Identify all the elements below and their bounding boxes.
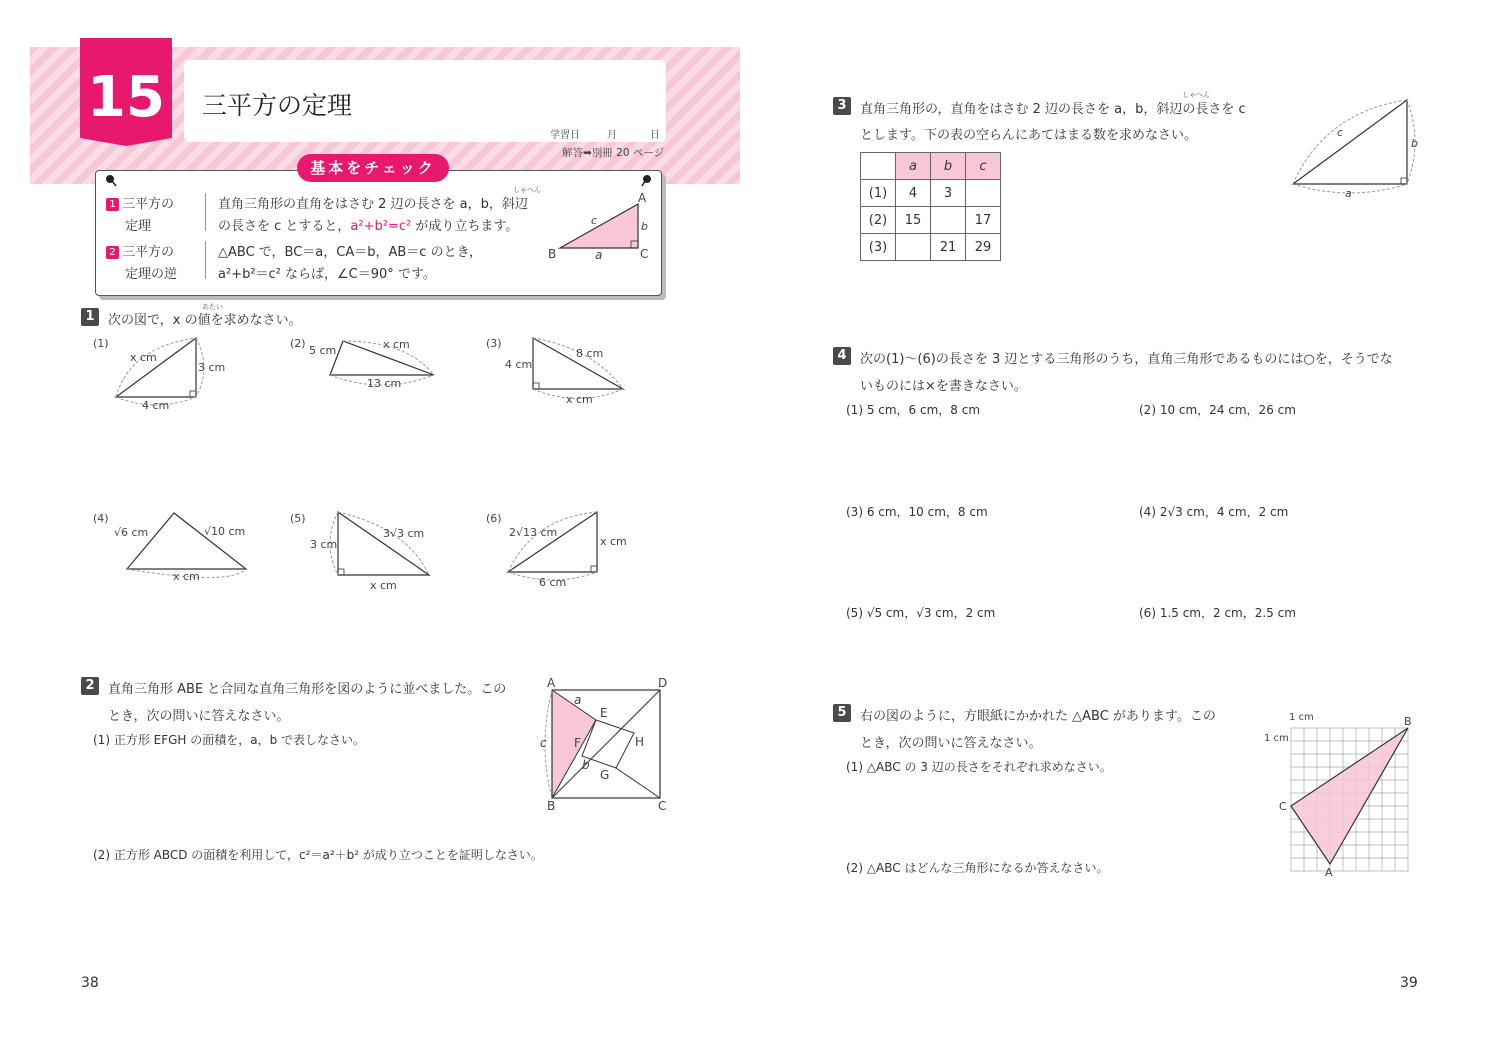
- svg-text:(5): (5): [290, 512, 306, 525]
- svg-text:a: a: [574, 693, 582, 707]
- pythagorean-formula: a²+b²=c²: [350, 219, 412, 234]
- check-item1-name-line2: 定理: [125, 219, 152, 234]
- basic-check-tab: 基本をチェック: [297, 154, 449, 182]
- svg-text:c: c: [540, 736, 547, 750]
- q2-prompt-line2: とき，次の問いに答えなさい。: [108, 709, 290, 724]
- table-cell: 4: [896, 180, 931, 207]
- check-item2-text: △ABC で，BC＝a，CA＝b，AB＝c のとき，: [218, 245, 483, 260]
- table-cell[interactable]: [966, 180, 1001, 207]
- q4-item-6: (6) 1.5 cm，2 cm，2.5 cm: [1139, 606, 1296, 620]
- svg-text:(1): (1): [93, 337, 109, 350]
- question-number-4: 4: [833, 347, 851, 365]
- svg-text:C: C: [640, 247, 649, 261]
- pin-icon: [640, 173, 654, 187]
- svg-text:(6): (6): [486, 512, 502, 525]
- svg-text:x cm: x cm: [566, 393, 593, 406]
- q1-figure-2: [287, 333, 447, 398]
- table-row-label: (3): [861, 234, 896, 261]
- svg-text:(4): (4): [93, 512, 109, 525]
- q1-figure-1: [90, 333, 240, 418]
- table-cell: 21: [931, 234, 966, 261]
- lesson-number-flag: [80, 38, 172, 146]
- svg-text:b: b: [582, 758, 590, 772]
- svg-text:B: B: [1404, 715, 1412, 728]
- table-cell: 17: [966, 207, 1001, 234]
- q4-item-5: (5) √5 cm，√3 cm，2 cm: [846, 606, 996, 620]
- pin-icon: [104, 173, 118, 187]
- svg-text:4 cm: 4 cm: [505, 358, 533, 371]
- table-cell: 29: [966, 234, 1001, 261]
- check-item1-text-line2: の長さを c とすると，a²+b²=c² が成り立ちます。: [218, 219, 519, 234]
- svg-text:b: b: [641, 220, 648, 233]
- study-date-label: 学習日: [550, 130, 580, 141]
- q3-triangle-figure: [1285, 92, 1430, 207]
- question-number-3: 3: [833, 97, 851, 115]
- month-label: 月: [607, 130, 617, 141]
- q2-prompt: 直角三角形 ABE と合同な直角三角形を図のように並べました。この: [108, 682, 507, 697]
- q1-figure-3: [483, 333, 643, 408]
- check-item2-name: 2 三平方の: [106, 241, 174, 260]
- svg-text:a: a: [1345, 187, 1352, 200]
- svg-text:√6 cm: √6 cm: [114, 526, 149, 539]
- svg-text:c: c: [591, 214, 598, 227]
- table-row: [861, 153, 1001, 180]
- q5-prompt-line2: とき，次の問いに答えなさい。: [860, 736, 1042, 751]
- answer-reference: 解答➡別冊 20 ページ: [562, 147, 665, 159]
- svg-text:4 cm: 4 cm: [142, 399, 170, 412]
- svg-text:H: H: [635, 735, 645, 749]
- q4-item-3: (3) 6 cm，10 cm，8 cm: [846, 505, 988, 519]
- svg-text:F: F: [574, 736, 581, 750]
- divider: [205, 193, 206, 231]
- table-row: [861, 207, 1001, 234]
- svg-text:6 cm: 6 cm: [539, 576, 567, 589]
- svg-text:3√3 cm: 3√3 cm: [383, 527, 425, 540]
- q2-sub2: (2) 正方形 ABCD の面積を利用して，c²＝a²＋b² が成り立つことを証明しなさい。: [93, 848, 543, 862]
- ruby-shahen: しゃへん: [1182, 91, 1210, 99]
- day-label: 日: [650, 130, 660, 141]
- svg-text:(3): (3): [486, 337, 502, 350]
- q3-table: [860, 152, 1001, 261]
- svg-text:x cm: x cm: [173, 570, 200, 583]
- table-row: [861, 180, 1001, 207]
- svg-text:3 cm: 3 cm: [310, 538, 338, 551]
- question-number-2: 2: [81, 677, 99, 695]
- q1-figure-4: [90, 508, 255, 588]
- svg-text:2√13 cm: 2√13 cm: [509, 526, 558, 539]
- svg-text:x cm: x cm: [383, 338, 410, 351]
- svg-text:D: D: [658, 676, 668, 690]
- question-number-1: 1: [81, 308, 99, 326]
- svg-text:13 cm: 13 cm: [367, 377, 402, 390]
- check-item2-text-line2: a²+b²＝c² ならば，∠C＝90° です。: [218, 267, 436, 282]
- svg-text:(2): (2): [290, 337, 306, 350]
- ruby-shahen: しゃへん: [513, 186, 541, 194]
- svg-text:3 cm: 3 cm: [198, 361, 226, 374]
- page-title: 三平方の定理: [202, 91, 353, 120]
- question-number-5: 5: [833, 704, 851, 722]
- svg-text:x cm: x cm: [600, 535, 627, 548]
- lesson-number: 15: [87, 65, 165, 130]
- q1-figure-5: [287, 508, 442, 593]
- q5-prompt: 右の図のように，方眼紙にかかれた △ABC があります。この: [860, 709, 1216, 724]
- q4-item-4: (4) 2√3 cm，4 cm，2 cm: [1139, 505, 1289, 519]
- table-cell: 15: [896, 207, 931, 234]
- check-item2-name-line2: 定理の逆: [125, 267, 178, 282]
- check-item1-name: 1 三平方の: [106, 193, 174, 212]
- check-triangle-figure: [540, 188, 655, 268]
- q5-grid-figure: [1258, 706, 1423, 881]
- svg-text:A: A: [547, 676, 556, 690]
- q3-prompt-line2: とします。下の表の空らんにあてはまる数を求めなさい。: [860, 128, 1197, 143]
- svg-text:x cm: x cm: [130, 351, 157, 364]
- check-item1-text: 直角三角形の直角をはさむ 2 辺の長さを a，b，斜辺: [218, 197, 528, 212]
- q5-sub2: (2) △ABC はどんな三角形になるか答えなさい。: [846, 861, 1109, 875]
- table-cell[interactable]: [896, 234, 931, 261]
- table-row: [861, 234, 1001, 261]
- svg-text:x cm: x cm: [370, 579, 397, 592]
- table-row-label: (1): [861, 180, 896, 207]
- table-cell[interactable]: [931, 207, 966, 234]
- svg-text:8 cm: 8 cm: [576, 347, 604, 360]
- divider: [205, 241, 206, 279]
- svg-text:G: G: [600, 768, 610, 782]
- table-header: c: [966, 153, 1001, 180]
- ruby-atai: あたい: [202, 303, 223, 311]
- svg-text:E: E: [600, 706, 608, 720]
- q4-prompt: 次の(1)〜(6)の長さを 3 辺とする三角形のうち，直角三角形であるものには○を，そうでな: [860, 352, 1393, 367]
- svg-text:b: b: [1411, 137, 1418, 150]
- q4-item-1: (1) 5 cm，6 cm，8 cm: [846, 403, 981, 417]
- svg-text:a: a: [595, 248, 603, 262]
- svg-text:1 cm: 1 cm: [1264, 733, 1289, 744]
- svg-text:A: A: [1325, 866, 1333, 879]
- table-cell: [861, 153, 896, 180]
- svg-text:B: B: [547, 799, 556, 813]
- q2-square-figure: [538, 676, 673, 816]
- svg-text:c: c: [1337, 126, 1344, 139]
- svg-text:√10 cm: √10 cm: [204, 525, 246, 538]
- svg-text:C: C: [1279, 800, 1287, 813]
- q1-figure-6: [483, 508, 643, 593]
- q2-sub1: (1) 正方形 EFGH の面積を，a，b で表しなさい。: [93, 733, 366, 747]
- table-header: b: [931, 153, 966, 180]
- table-cell: 3: [931, 180, 966, 207]
- page-number-right: 39: [1400, 975, 1418, 991]
- svg-text:C: C: [658, 799, 667, 813]
- q4-item-2: (2) 10 cm，24 cm，26 cm: [1139, 403, 1296, 417]
- q5-sub1: (1) △ABC の 3 辺の長さをそれぞれ求めなさい。: [846, 760, 1112, 774]
- svg-text:5 cm: 5 cm: [309, 344, 337, 357]
- table-header: a: [896, 153, 931, 180]
- svg-text:B: B: [548, 247, 557, 261]
- page-number-left: 38: [81, 975, 99, 991]
- svg-text:A: A: [638, 191, 647, 205]
- q4-prompt-line2: いものには×を書きなさい。: [860, 379, 1027, 394]
- svg-text:1 cm: 1 cm: [1289, 712, 1314, 723]
- q3-prompt: 直角三角形の，直角をはさむ 2 辺の長さを a，b，斜辺の長さを c: [860, 102, 1246, 117]
- table-row-label: (2): [861, 207, 896, 234]
- q1-prompt: 次の図で，x の値を求めなさい。: [108, 313, 302, 328]
